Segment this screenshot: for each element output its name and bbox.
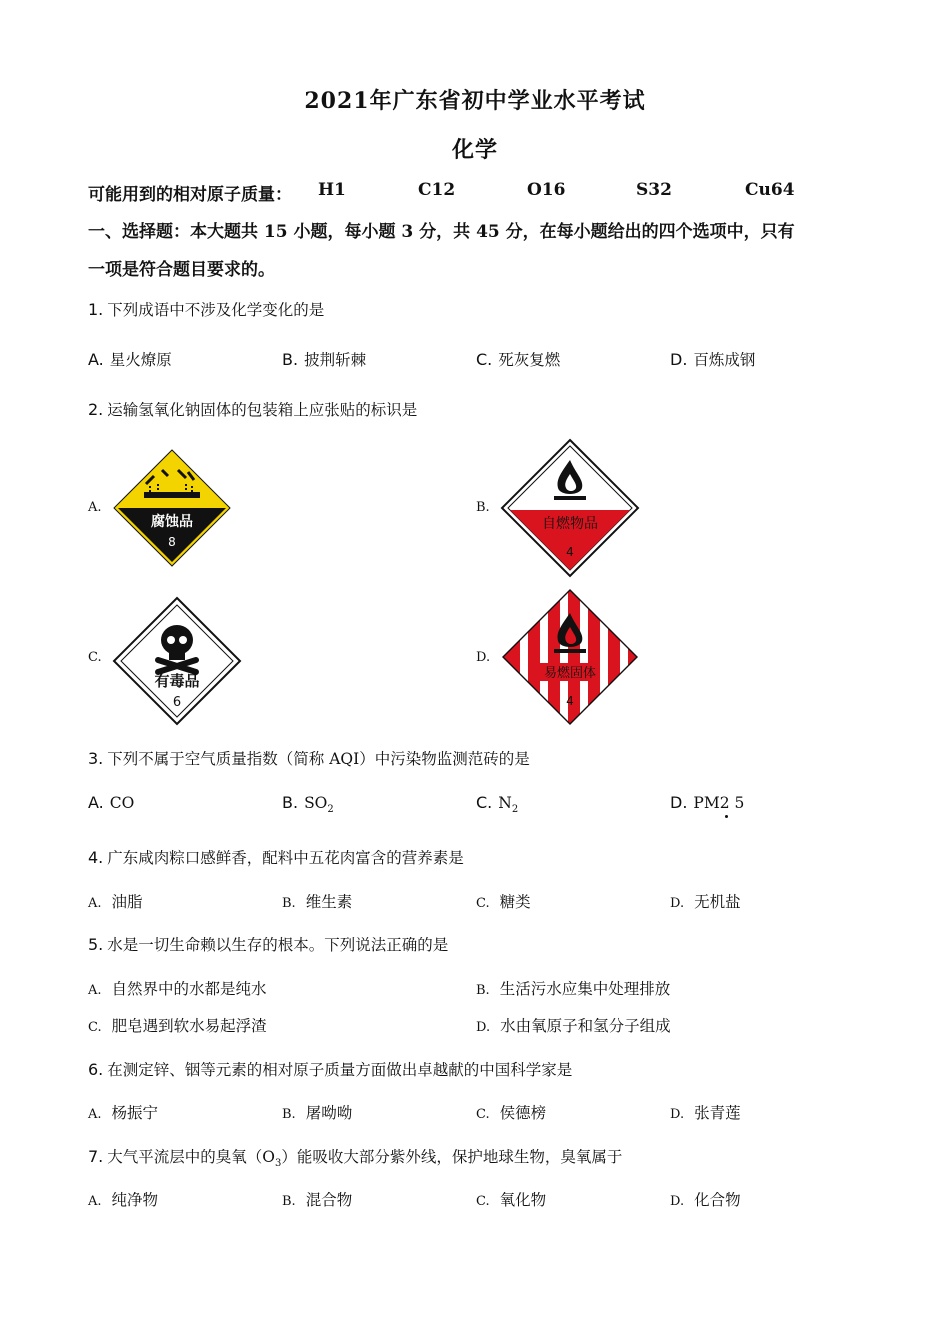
option-letter: B. bbox=[476, 983, 490, 998]
subscript: 3 bbox=[274, 1158, 282, 1170]
option-text: 维生素 bbox=[305, 893, 353, 911]
q5-option-c[interactable] bbox=[88, 1014, 267, 1036]
option-text: N bbox=[498, 794, 512, 812]
sign-label: 自燃物品 bbox=[542, 516, 598, 532]
q7-option-a[interactable] bbox=[88, 1188, 158, 1210]
q7-option-b[interactable] bbox=[282, 1188, 352, 1210]
question-text-after: ）能吸收大部分紫外线，保护地球生物，臭氧属于 bbox=[281, 1148, 623, 1166]
question-number: 3. bbox=[88, 749, 104, 768]
option-letter: B. bbox=[282, 896, 296, 911]
option-letter: C. bbox=[88, 1020, 102, 1035]
option-text: 无机盐 bbox=[694, 893, 741, 911]
q6-option-b[interactable] bbox=[282, 1101, 352, 1123]
sign-class-number: 4 bbox=[566, 545, 574, 559]
option-text: 水由氧原子和氢分子组成 bbox=[500, 1017, 671, 1035]
question-text: 下列成语中不涉及化学变化的是 bbox=[107, 301, 325, 319]
option-text: 星火燎原 bbox=[109, 351, 172, 369]
question-text: 广东咸肉粽口感鲜香，配料中五花肉富含的营养素是 bbox=[107, 849, 464, 867]
question-5 bbox=[88, 933, 448, 955]
question-text: 下列不属于空气质量指数（简称 AQI）中污染物监测范砖的是 bbox=[107, 750, 530, 768]
option-text: 披荆斩棘 bbox=[304, 351, 367, 369]
question-7 bbox=[88, 1145, 622, 1169]
option-letter: A. bbox=[88, 896, 102, 911]
q5-option-a[interactable] bbox=[88, 977, 267, 999]
option-letter: A. bbox=[88, 793, 104, 812]
option-letter: B. bbox=[282, 793, 299, 812]
option-text: 死灰复燃 bbox=[498, 351, 561, 369]
q1-option-c[interactable] bbox=[476, 348, 560, 370]
question-text: 水是一切生命赖以生存的根本。下列说法正确的是 bbox=[107, 936, 449, 954]
sign-class-number: 4 bbox=[566, 694, 574, 708]
atomic-mass-cu: Cu64 bbox=[745, 180, 795, 200]
q3-option-d[interactable] bbox=[670, 793, 744, 812]
option-text: SO bbox=[304, 794, 328, 812]
question-text: 运输氢氧化钠固体的包装箱上应张贴的标识是 bbox=[107, 401, 418, 419]
exam-title: 2021年广东省初中学业水平考试 bbox=[304, 88, 646, 114]
q2-option-a[interactable] bbox=[112, 448, 232, 572]
option-letter: A. bbox=[88, 1107, 102, 1122]
q2-option-c[interactable] bbox=[112, 596, 242, 730]
subject-title: 化学 bbox=[451, 137, 498, 163]
option-text: CO bbox=[109, 794, 135, 812]
q5-option-b[interactable] bbox=[476, 977, 670, 999]
option-text: 百炼成钢 bbox=[693, 351, 756, 369]
atomic-mass-h: H1 bbox=[318, 180, 346, 200]
option-letter: A. bbox=[88, 350, 104, 369]
toxic-sign bbox=[112, 596, 242, 726]
option-letter: C. bbox=[476, 793, 493, 812]
q2-option-c-letter: C. bbox=[88, 650, 102, 665]
option-letter: C. bbox=[476, 1107, 490, 1122]
option-letter: C. bbox=[476, 1194, 490, 1209]
question-number: 5. bbox=[88, 935, 104, 954]
option-letter: D. bbox=[670, 896, 685, 911]
option-letter: A. bbox=[88, 1194, 102, 1209]
option-letter: B. bbox=[282, 1107, 296, 1122]
stray-dot bbox=[725, 815, 728, 818]
option-text: 糖类 bbox=[499, 893, 531, 911]
sign-label: 腐蚀品 bbox=[151, 514, 193, 530]
q4-option-a[interactable] bbox=[88, 890, 143, 912]
option-letter: D. bbox=[476, 1020, 491, 1035]
option-letter: D. bbox=[670, 1194, 685, 1209]
option-text: 混合物 bbox=[305, 1191, 353, 1209]
option-text: 侯德榜 bbox=[499, 1104, 547, 1122]
option-letter: C. bbox=[476, 350, 493, 369]
atomic-mass-s: S32 bbox=[636, 180, 672, 200]
q2-option-d-letter: D. bbox=[476, 650, 491, 665]
question-number: 6. bbox=[88, 1060, 104, 1079]
atomic-mass-c: C12 bbox=[418, 180, 456, 200]
q7-option-c[interactable] bbox=[476, 1188, 546, 1210]
q3-option-b[interactable] bbox=[282, 793, 334, 815]
option-text: 氧化物 bbox=[499, 1191, 547, 1209]
q2-option-d[interactable] bbox=[500, 587, 640, 731]
option-letter: D. bbox=[670, 1107, 685, 1122]
option-text: 纯净物 bbox=[111, 1191, 159, 1209]
sign-label: 易燃固体 bbox=[543, 666, 597, 681]
q6-option-c[interactable] bbox=[476, 1101, 546, 1123]
q4-option-d[interactable] bbox=[670, 890, 741, 912]
q1-option-a[interactable] bbox=[88, 348, 172, 370]
q6-option-a[interactable] bbox=[88, 1101, 158, 1123]
question-text: 在测定锌、铟等元素的相对原子质量方面做出卓越献的中国科学家是 bbox=[107, 1061, 573, 1079]
spontaneous-combustion-sign bbox=[500, 438, 640, 578]
corrosive-icon bbox=[112, 448, 232, 568]
q2-option-a-letter: A. bbox=[88, 500, 102, 515]
option-text: 生活污水应集中处理排放 bbox=[499, 980, 671, 998]
question-number: 7. bbox=[88, 1147, 104, 1166]
atomic-mass-o: O16 bbox=[527, 180, 566, 200]
q3-option-c[interactable] bbox=[476, 793, 518, 815]
q6-option-d[interactable] bbox=[670, 1101, 741, 1123]
q1-option-b[interactable] bbox=[282, 348, 366, 370]
q5-option-d[interactable] bbox=[476, 1014, 671, 1036]
question-4 bbox=[88, 846, 464, 868]
q4-option-b[interactable] bbox=[282, 890, 352, 912]
q4-option-c[interactable] bbox=[476, 890, 531, 912]
section-heading-line1: 一、选择题：本大题共 15 小题，每小题 3 分，共 45 分，在每小题给出的四个选项中，只有 bbox=[88, 222, 795, 242]
q2-option-b-letter: B. bbox=[476, 500, 490, 515]
question-number: 4. bbox=[88, 848, 104, 867]
option-letter: A. bbox=[88, 983, 102, 998]
option-letter: D. bbox=[670, 793, 688, 812]
option-text: 化合物 bbox=[694, 1191, 741, 1209]
q2-option-b[interactable] bbox=[500, 438, 640, 582]
option-text: 杨振宁 bbox=[111, 1104, 159, 1122]
q7-option-d[interactable] bbox=[670, 1188, 741, 1210]
sign-label: 有毒品 bbox=[154, 672, 200, 690]
question-2 bbox=[88, 398, 417, 420]
q1-option-d[interactable] bbox=[670, 348, 755, 370]
option-text: 油脂 bbox=[111, 893, 143, 911]
section-heading-line2: 一项是符合题目要求的。 bbox=[88, 260, 275, 280]
question-number: 1. bbox=[88, 300, 104, 319]
option-text: 张青莲 bbox=[694, 1104, 741, 1122]
question-number: 2. bbox=[88, 400, 104, 419]
question-1 bbox=[88, 298, 324, 320]
flammable-solid-sign bbox=[500, 587, 640, 727]
option-letter: D. bbox=[670, 350, 688, 369]
sign-class-number: 8 bbox=[168, 535, 176, 549]
sign-class-number: 6 bbox=[172, 695, 182, 710]
option-text: PM2 5 bbox=[693, 794, 745, 812]
option-text: 肥皂遇到软水易起浮渣 bbox=[111, 1017, 267, 1035]
subscript: 2 bbox=[511, 804, 519, 816]
subscript: 2 bbox=[327, 804, 334, 816]
question-3 bbox=[88, 747, 530, 769]
question-text-before: 大气平流层中的臭氧（O bbox=[107, 1148, 275, 1166]
option-letter: B. bbox=[282, 350, 299, 369]
option-letter: C. bbox=[476, 896, 490, 911]
q3-option-a[interactable] bbox=[88, 793, 134, 812]
question-6 bbox=[88, 1058, 572, 1080]
option-letter: B. bbox=[282, 1194, 296, 1209]
atomic-mass-label: 可能用到的相对原子质量： bbox=[88, 185, 292, 205]
option-text: 自然界中的水都是纯水 bbox=[111, 980, 267, 998]
option-text: 屠呦呦 bbox=[305, 1104, 353, 1122]
